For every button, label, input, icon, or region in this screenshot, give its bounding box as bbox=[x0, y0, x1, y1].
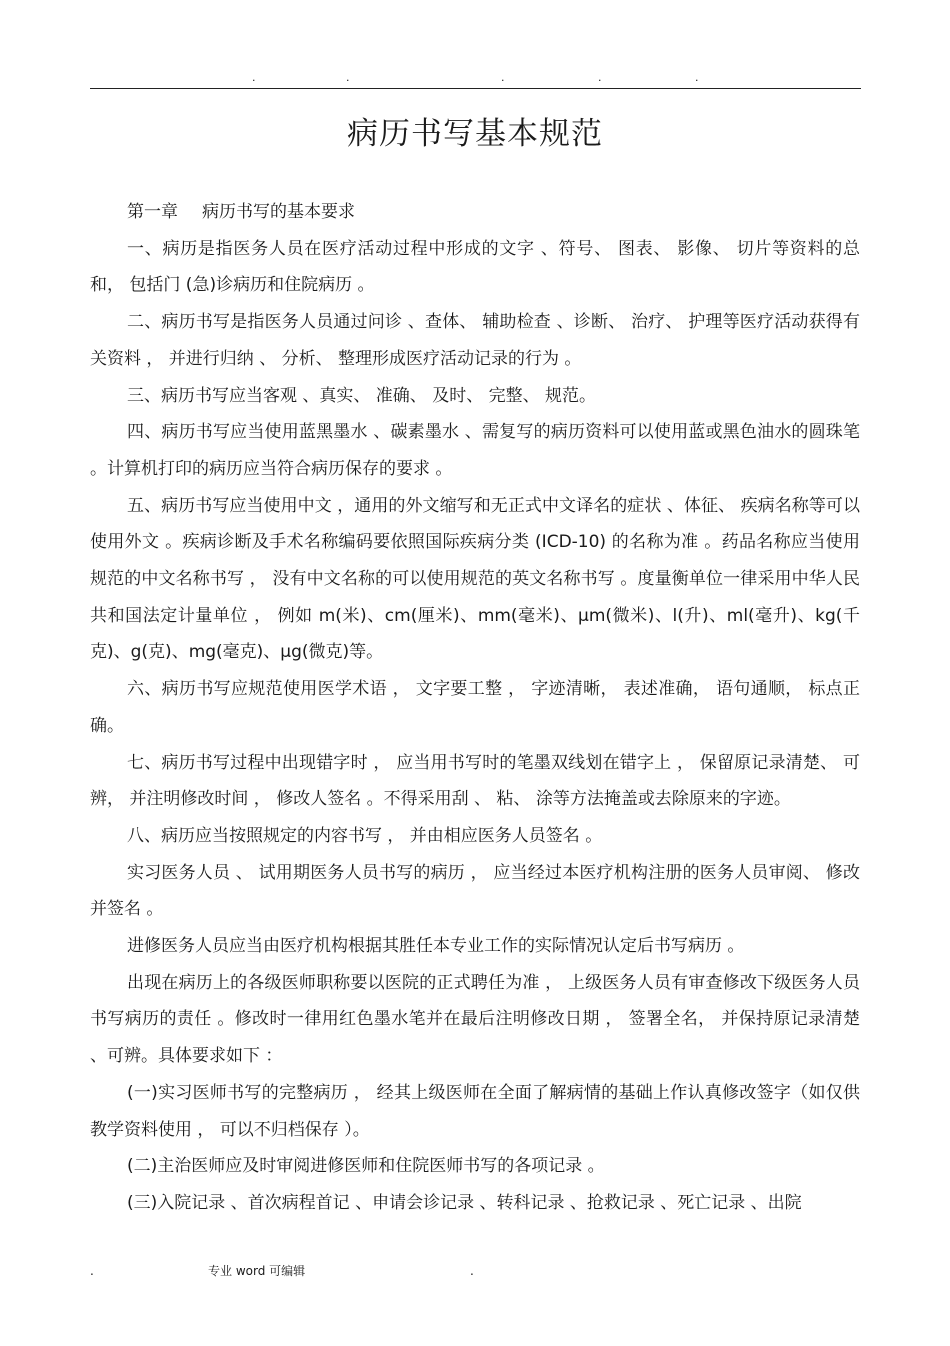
header-dot: . bbox=[695, 71, 699, 84]
paragraph: 出现在病历上的各级医师职称要以医院的正式聘任为准 ， 上级医务人员有审查修改下级医务人员书写病历的责任 。修改时一律用红色墨水笔并在最后注明修改日期 ， 签署全名， 并保持原记录清楚 、可辨。具体要求如下 ： bbox=[90, 972, 860, 1067]
footer-dot: . bbox=[470, 1264, 474, 1278]
chapter-heading bbox=[90, 194, 860, 231]
chapter-name: 病历书写的基本要求 bbox=[202, 202, 355, 222]
header-dot: . bbox=[252, 71, 256, 84]
header-dot: . bbox=[346, 71, 350, 84]
paragraph: (二)主治医师应及时审阅进修医师和住院医师书写的各项记录 。 bbox=[127, 1156, 605, 1177]
paragraph: 三、病历书写应当客观 、真实、 准确、 及时、 完整、 规范。 bbox=[127, 385, 597, 406]
header-rule bbox=[90, 88, 861, 89]
paragraph: 四、病历书写应当使用蓝黑墨水 、碳素墨水 、需复写的病历资料可以使用蓝或黑色油水的圆珠笔 。计算机打印的病历应当符合病历保存的要求 。 bbox=[90, 422, 860, 479]
paragraph: 七、病历书写过程中出现错字时 ， 应当用书写时的笔墨双线划在错字上 ， 保留原记录清楚、 可辨， 并注明修改时间 ， 修改人签名 。不得采用刮 、 粘、 涂等方法掩盖或去除原来的字迹。 bbox=[90, 752, 860, 810]
header-dot: . bbox=[598, 71, 602, 84]
paragraph: 六、病历书写应规范使用医学术语 ， 文字要工整 ， 字迹清晰， 表述准确， 语句通顺， 标点正确。 bbox=[90, 679, 860, 736]
footer-dot: . bbox=[90, 1264, 94, 1278]
paragraph: (三)入院记录 、首次病程首记 、申请会诊记录 、转科记录 、抢救记录 、死亡记录 、出院 bbox=[127, 1192, 802, 1213]
paragraph: 八、病历应当按照规定的内容书写 ， 并由相应医务人员签名 。 bbox=[127, 825, 603, 846]
document-body bbox=[90, 194, 860, 1222]
paragraph: (一)实习医师书写的完整病历 ， 经其上级医师在全面了解病情的基础上作认真修改签字（如仅供教学资料使用 ， 可以不归档保存 ）。 bbox=[90, 1082, 860, 1140]
header-dots bbox=[90, 72, 860, 86]
footer-label: 专业 word 可编辑 bbox=[208, 1264, 306, 1278]
paragraph: 五、病历书写应当使用中文 ，通用的外文缩写和无正式中文译名的症状 、体征、 疾病名称等可以使用外文 。疾病诊断及手术名称编码要依照国际疾病分类 (ICD-10) 的名称为准 。药品名称应当使用规范的中文名称书写 ， 没有中文名称的可以使用规范的英文名称书写 。度量衡单位一律采用中华人民共和国法定计量单位 ， 例如 m(米)、cm(厘米)、mm(毫米)、μm(微米)、l(升)、ml(毫升)、kg(千克)、g(克)、mg(毫克)、μg(微克)等。 bbox=[90, 495, 860, 663]
paragraph: 二、病历书写是指医务人员通过问诊 、查体、 辅助检查 、诊断、 治疗、 护理等医疗活动获得有关资料 ， 并进行归纳 、 分析、 整理形成医疗活动记录的行为 。 bbox=[90, 312, 860, 369]
document-title: 病历书写基本规范 bbox=[347, 116, 603, 152]
header-dot: . bbox=[501, 71, 505, 84]
paragraph: 进修医务人员应当由医疗机构根据其胜任本专业工作的实际情况认定后书写病历 。 bbox=[127, 936, 745, 957]
chapter-number: 第一章 bbox=[127, 202, 178, 222]
page-footer bbox=[90, 1262, 860, 1282]
paragraph: 一、病历是指医务人员在医疗活动过程中形成的文字 、符号、 图表、 影像、 切片等资料的总和， 包括门 (急)诊病历和住院病历 。 bbox=[90, 238, 860, 296]
paragraph: 实习医务人员 、 试用期医务人员书写的病历 ， 应当经过本医疗机构注册的医务人员审阅、 修改并签名 。 bbox=[90, 862, 860, 920]
